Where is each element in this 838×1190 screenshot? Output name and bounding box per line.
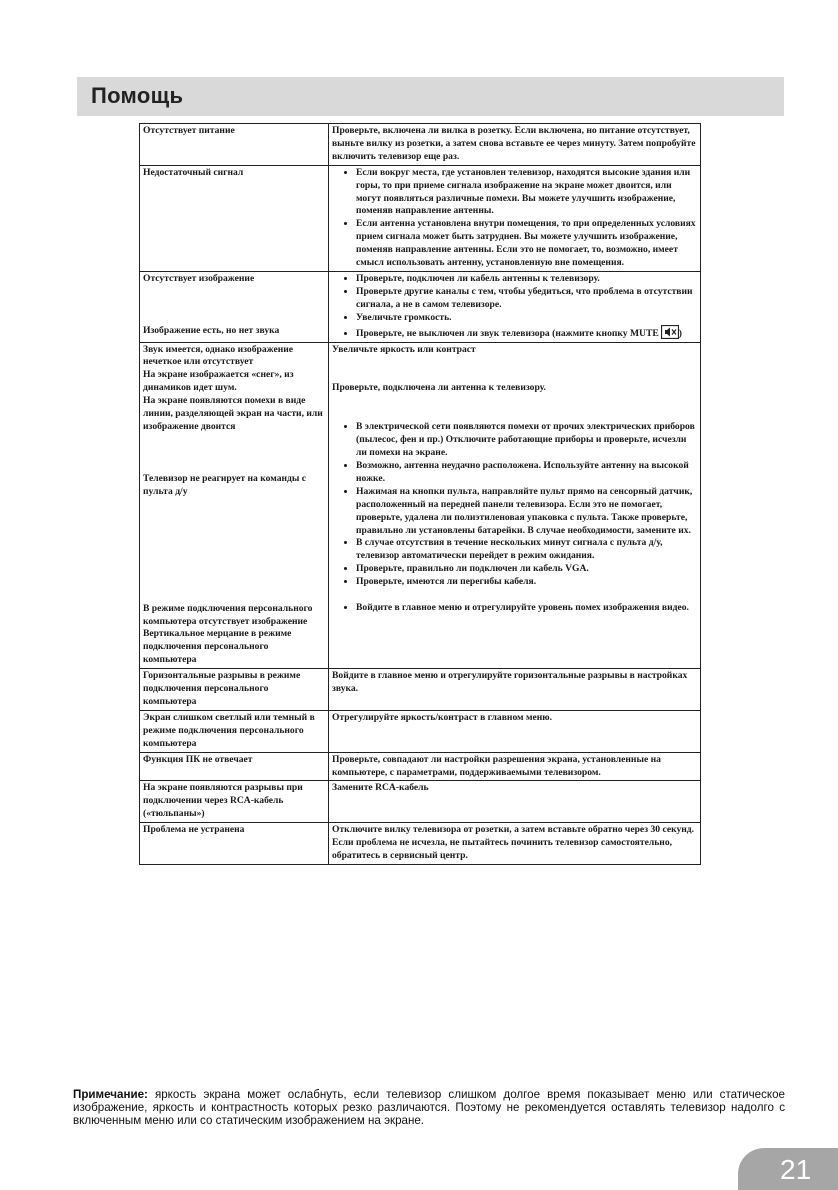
solution-list	[332, 273, 696, 341]
footnote	[73, 1088, 785, 1128]
solution-cell	[329, 271, 701, 342]
table-row	[140, 752, 701, 781]
list-item: • Проверьте, правильно ли подключен ли кабель VGA.	[356, 563, 696, 576]
list-item	[356, 325, 696, 341]
list-item: • Проверьте другие каналы с тем, чтобы убедиться, что проблема в отсутствии сигнала, а не в самом телевизоре.	[356, 286, 696, 312]
page-number-tab	[738, 1148, 838, 1190]
solution-cell: Проверьте, совпадают ли настройки разрешения экрана, установленные на компьютере, с параметрами, поддерживаемыми телевизором.	[329, 752, 701, 781]
solution-cell: Замените RCA-кабель	[329, 781, 701, 823]
problem-text: На экране появляются помехи в виде линии, разделяющей экран на части, или изображение двоится	[143, 395, 323, 432]
list-item: • Увеличьте громкость.	[356, 312, 696, 325]
solution-cell	[329, 342, 701, 669]
troubleshooting-table	[139, 123, 701, 865]
list-item: • В случае отсутствия в течение нескольких минут сигнала с пульта д/у, телевизор автоматически перейдет в режим ожидания.	[356, 537, 696, 563]
table-row	[140, 823, 701, 865]
list-item: • Если вокруг места, где установлен телевизор, находятся высокие здания или горы, то при приеме сигнала изображение на экране может двоится, или могут появляться различные помехи. Вы можете улучшить изображение, поменяв направление антенны.	[356, 167, 696, 219]
problem-text: Звук имеется, однако изображение нечеткое или отсутствует	[143, 343, 294, 368]
table-row	[140, 781, 701, 823]
problem-cell: Проблема не устранена	[140, 823, 329, 865]
problem-cell	[140, 271, 329, 342]
solution-cell: Войдите в главное меню и отрегулируйте горизонтальные разрывы в настройках звука.	[329, 669, 701, 711]
table-row	[140, 165, 701, 271]
list-item: • В электрической сети появляются помехи от прочих электрических приборов (пылесос, фен и пр.) Отключите работающие приборы и проверьте, исчезли ли помехи на экране.	[356, 421, 696, 460]
solution-list	[332, 602, 696, 615]
page-number: 21	[780, 1154, 812, 1185]
note-label: Примечание:	[73, 1088, 148, 1101]
list-item: • Проверьте, подключен ли кабель антенны к телевизору.	[356, 273, 696, 286]
page-title: Помощь	[91, 83, 184, 108]
section-header	[77, 77, 784, 116]
list-item-tail: )	[678, 327, 682, 339]
solution-text: Проверьте, подключена ли антенна к телевизору.	[332, 382, 546, 394]
list-item: • Возможно, антенна неудачно расположена. Используйте антенну на высокой ножке.	[356, 460, 696, 486]
list-item: • Нажимая на кнопки пульта, направляйте пульт прямо на сенсорный датчик, расположенный на передней панели телевизора. Если это не помогает, проверьте, удалена ли полиэтиленовая упаковка с пульта. Также проверьте, правильно ли установлены батарейки. В случае необходимости, замените их.	[356, 486, 696, 538]
list-item: • Проверьте, имеются ли перегибы кабеля.	[356, 576, 696, 589]
problem-text: Отсутствует изображение	[143, 272, 255, 284]
mute-icon	[661, 325, 679, 339]
solution-text: Увеличьте яркость или контраст	[332, 343, 476, 355]
table-row	[140, 710, 701, 752]
solution-cell: Отключите вилку телевизора от розетки, а затем вставьте обратно через 30 секунд. Если проблема не исчезла, не пытайтесь починить телевизор самостоятельно, обратитесь в сервисный центр.	[329, 823, 701, 865]
list-item: • Войдите в главное меню и отрегулируйте уровень помех изображения видео.	[356, 602, 696, 615]
problem-text: Изображение есть, но нет звука	[143, 324, 280, 336]
solution-cell	[329, 165, 701, 271]
solution-cell: Отрегулируйте яркость/контраст в главном меню.	[329, 710, 701, 752]
list-item-text: Проверьте, не выключен ли звук телевизора (нажмите кнопку MUTE	[356, 327, 659, 339]
problem-cell: Функция ПК не отвечает	[140, 752, 329, 781]
problem-cell: Экран слишком светлый или темный в режиме подключения персонального компьютера	[140, 710, 329, 752]
list-item: • Если антенна установлена внутри помещения, то при определенных условиях прием сигнала может быть затруднен. Вы можете улучшить изображение, поменяв направление антенны. Если это не помогает, то, возможно, имеет смысл использовать антенну, установленную вне помещения.	[356, 218, 696, 270]
problem-text: Телевизор не реагирует на команды с пульта д/у	[143, 472, 307, 497]
problem-text: Вертикальное мерцание в режиме подключения персонального компьютера	[143, 628, 292, 666]
table-row	[140, 124, 701, 166]
table-row	[140, 669, 701, 711]
solution-list	[332, 421, 696, 589]
problem-cell: Недостаточный сигнал	[140, 165, 329, 271]
problem-cell: Горизонтальные разрывы в режиме подключения персонального компьютера	[140, 669, 329, 711]
table-row	[140, 271, 701, 342]
solution-list	[332, 167, 696, 270]
problem-cell	[140, 342, 329, 669]
problem-text: На экране изображается «снег», из динамиков идет шум.	[143, 369, 294, 394]
table-row	[140, 342, 701, 669]
solution-cell: Проверьте, включена ли вилка в розетку. Если включена, но питание отсутствует, выньте вилку из розетки, а затем снова вставьте ее через минуту. Затем попробуйте включить телевизор еще раз.	[329, 124, 701, 166]
problem-cell: На экране появляются разрывы при подключении через RCA-кабель («тюльпаны»)	[140, 781, 329, 823]
problem-text: В режиме подключения персонального компьютера отсутствует изображение	[143, 602, 313, 627]
problem-cell: Отсутствует питание	[140, 124, 329, 166]
note-text: яркость экрана может ослабнуть, если телевизор слишком долгое время показывает меню или статическое изображение, яркость и контрастность которых резко различаются. Поэтому не рекомендуется оставлять телевизор надолго с включенным меню или со статическим изображением на экране.	[73, 1088, 785, 1128]
